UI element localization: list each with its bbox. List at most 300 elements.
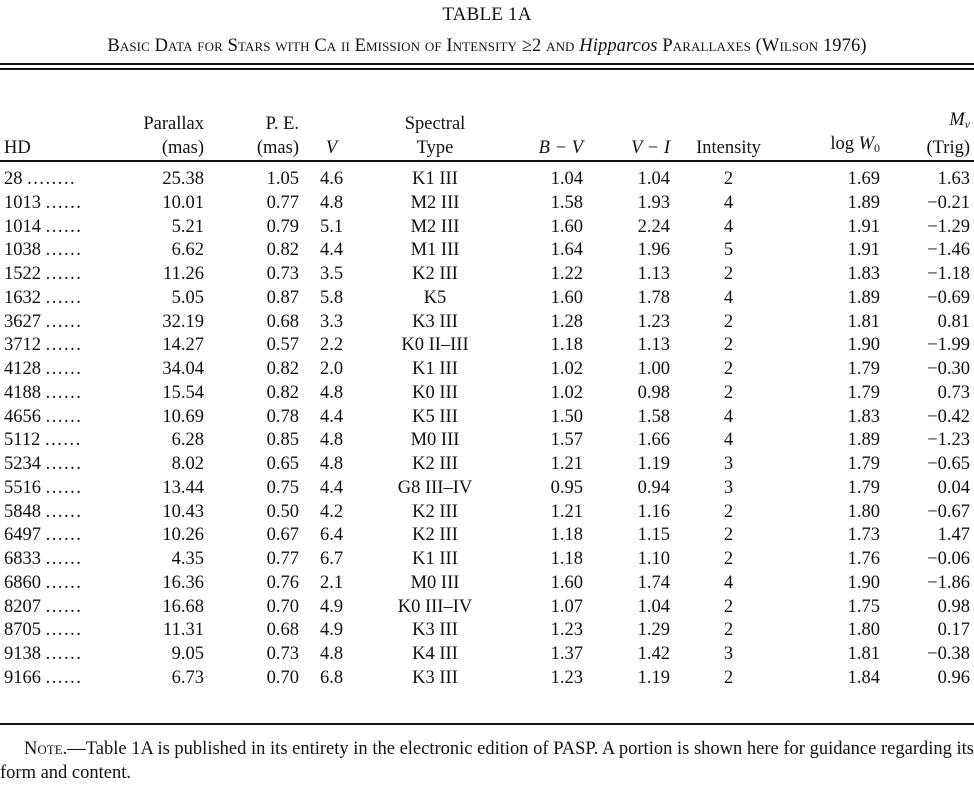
cell-b-minus-v: 1.58 [550,192,583,213]
leader-dots: ...... [45,406,83,427]
cell-v-minus-i: 1.96 [637,240,670,261]
cell-v-minus-i: 1.42 [637,644,670,664]
col-header-spectral-type [364,98,506,160]
cell-v-minus-i: 1.13 [637,264,670,284]
cell-hd [0,596,104,620]
cell-pe: 1.05 [266,169,299,189]
cell-mv: −0.21 [927,192,970,213]
cell-parallax: 10.69 [162,406,204,427]
cell-b-minus-v: 1.18 [550,525,583,546]
cell-parallax: 16.36 [162,572,204,593]
cell-pe: 0.85 [266,430,299,451]
cell-mv: 0.96 [937,667,970,688]
cell-b-minus-v: 0.95 [550,477,583,498]
cell-b-minus-v: 1.60 [550,216,583,237]
cell-v-minus-i: 1.19 [637,454,670,474]
cell-v: 2.1 [319,572,344,593]
leader-dots: ...... [45,335,83,356]
leader-dots: ...... [45,549,83,569]
table-row [0,643,974,667]
leader-dots: ...... [45,192,83,213]
cell-spectral-type: K3 III [412,620,458,641]
cell-v-minus-i: 1.15 [637,525,670,546]
table-row [0,160,974,192]
cell-v-minus-i: 1.10 [637,549,670,569]
cell-v-minus-i: 1.23 [637,311,670,332]
cell-v: 5.1 [319,216,344,237]
leader-dots: ...... [45,240,83,261]
cell-intensity: 2 [723,596,734,617]
leader-dots: ...... [44,430,82,451]
hd-number: 1038 [4,240,41,261]
cell-spectral-type: M0 III [410,430,460,451]
cell-mv: 0.98 [937,596,970,617]
cell-parallax: 32.19 [162,311,204,332]
hd-number: 6497 [4,525,41,546]
cell-log-w0: 1.76 [847,549,880,569]
cell-parallax: 10.26 [162,525,204,546]
cell-log-w0: 1.79 [847,359,880,379]
cell-log-w0: 1.89 [847,287,880,308]
col-header-mv-trig: (Trig) [926,138,970,158]
cell-spectral-type: K2 III [412,454,458,474]
cell-v: 4.4 [319,406,344,427]
cell-hd [0,548,104,572]
cell-mv: −1.86 [927,572,970,593]
cell-log-w0: 1.79 [847,477,880,498]
cell-v: 3.5 [319,264,344,284]
cell-hd [0,406,104,430]
cell-v: 4.8 [319,192,344,213]
cell-intensity: 4 [723,406,734,427]
cell-pe: 0.75 [266,477,299,498]
cell-log-w0: 1.83 [847,406,880,427]
cell-parallax: 6.73 [171,667,204,688]
cell-intensity: 4 [723,216,734,237]
table-note [0,737,974,785]
cell-v: 6.7 [319,549,344,569]
cell-pe: 0.68 [266,620,299,641]
col-header-v: V [325,138,338,158]
leader-dots: ........ [27,169,77,189]
hd-number: 8705 [4,620,41,641]
cell-b-minus-v: 1.04 [550,169,583,189]
table-row [0,524,974,548]
col-header-parallax-line2: (mas) [161,138,204,158]
cell-intensity: 2 [723,501,734,522]
cell-b-minus-v: 1.60 [550,287,583,308]
cell-parallax: 25.38 [162,169,204,189]
cell-v: 4.9 [319,620,344,641]
cell-intensity: 3 [723,454,734,474]
cell-v-minus-i: 1.93 [637,192,670,213]
cell-v-minus-i: 1.04 [637,169,670,189]
cell-spectral-type: M2 III [410,216,460,237]
cell-parallax: 16.68 [162,596,204,617]
cell-mv: −0.38 [927,644,970,664]
cell-hd [0,453,104,477]
cell-hd [0,334,104,358]
table-row [0,216,974,240]
cell-hd [0,287,104,311]
cell-v-minus-i: 2.24 [637,216,670,237]
cell-pe: 0.73 [266,264,299,284]
hd-number: 6860 [4,572,41,593]
cell-b-minus-v: 1.18 [550,549,583,569]
cell-pe: 0.78 [266,406,299,427]
cell-parallax: 10.01 [162,192,204,213]
cell-spectral-type: K0 III–IV [397,596,473,617]
hd-number: 1014 [4,216,41,237]
table-row [0,382,974,406]
cell-log-w0: 1.81 [847,311,880,332]
cell-v: 4.6 [319,169,344,189]
cell-pe: 0.77 [266,192,299,213]
leader-dots: ...... [45,264,83,284]
hd-number: 5112 [4,430,41,451]
cell-spectral-type: K1 III [412,359,458,379]
leader-dots: ...... [45,477,83,498]
hd-number: 1522 [4,264,41,284]
hd-number: 9138 [4,644,41,664]
cell-parallax: 13.44 [162,477,204,498]
table-row [0,192,974,216]
cell-log-w0: 1.79 [847,382,880,403]
cell-pe: 0.50 [266,501,299,522]
cell-hd [0,619,104,643]
cell-pe: 0.79 [266,216,299,237]
cell-v: 6.8 [319,667,344,688]
cell-log-w0: 1.91 [847,216,880,237]
cell-intensity: 2 [723,264,734,284]
hd-number: 5516 [4,477,41,498]
cell-b-minus-v: 1.60 [550,572,583,593]
table-row [0,429,974,453]
cell-spectral-type: G8 III–IV [397,477,473,498]
cell-parallax: 11.31 [163,620,204,641]
cell-intensity: 3 [723,477,734,498]
caption-part2: Parallaxes (Wilson 1976) [657,36,867,56]
cell-hd [0,192,104,216]
cell-mv: −1.46 [927,240,970,261]
cell-mv: −0.69 [927,287,970,308]
leader-dots: ...... [45,596,83,617]
table-row [0,453,974,477]
cell-spectral-type: K3 III [412,311,458,332]
cell-hd [0,311,104,335]
note-label: Note [24,739,63,759]
cell-v-minus-i: 1.04 [637,596,670,617]
leader-dots: ...... [45,644,83,664]
cell-log-w0: 1.79 [847,454,880,474]
cell-v: 2.2 [319,335,344,356]
table-row [0,406,974,430]
cell-spectral-type: K2 III [412,264,458,284]
table-row [0,358,974,382]
table-body [0,160,974,691]
cell-mv: −0.42 [927,406,970,427]
cell-parallax: 9.05 [171,644,204,664]
table-row [0,572,974,596]
hd-number: 8207 [4,596,41,617]
table-row [0,548,974,572]
cell-intensity: 2 [723,169,734,189]
col-header-log-w0 [787,98,880,160]
col-header-mv-sub: v [964,117,970,131]
cell-intensity: 2 [723,620,734,641]
hd-number: 28 [4,169,23,189]
hd-number: 4188 [4,382,41,403]
cell-log-w0: 1.91 [847,240,880,261]
cell-pe: 0.82 [266,382,299,403]
hd-number: 1013 [4,192,41,213]
hd-number: 5848 [4,501,41,522]
hd-number: 9166 [4,667,41,688]
cell-mv: −1.29 [927,216,970,237]
cell-spectral-type: K2 III [412,501,458,522]
cell-pe: 0.70 [266,667,299,688]
cell-log-w0: 1.80 [847,620,880,641]
cell-log-w0: 1.84 [847,667,880,688]
cell-spectral-type: K2 III [412,525,458,546]
cell-log-w0: 1.69 [847,169,880,189]
leader-dots: ...... [45,359,83,379]
cell-v-minus-i: 1.66 [637,430,670,451]
hd-number: 4128 [4,359,41,379]
cell-b-minus-v: 1.02 [550,382,583,403]
cell-parallax: 14.27 [162,335,204,356]
cell-hd [0,216,104,240]
cell-b-minus-v: 1.57 [550,430,583,451]
cell-b-minus-v: 1.23 [550,667,583,688]
cell-hd [0,263,104,287]
cell-hd [0,667,104,691]
cell-v-minus-i: 0.94 [637,477,670,498]
cell-b-minus-v: 1.64 [550,240,583,261]
col-header-hd: HD [4,138,31,158]
bottom-rule [0,723,974,725]
cell-intensity: 2 [723,382,734,403]
leader-dots: ...... [45,454,83,474]
note-text: .—Table 1A is published in its entirety in the electronic edition of PASP. A portion is shown here for guidance regarding its form and content. [0,739,974,783]
hd-number: 3712 [4,335,41,356]
cell-pe: 0.65 [266,454,299,474]
table-row [0,311,974,335]
cell-pe: 0.77 [266,549,299,569]
cell-spectral-type: K5 III [412,406,458,427]
cell-log-w0: 1.89 [847,192,880,213]
leader-dots: ...... [45,620,83,641]
cell-b-minus-v: 1.22 [550,264,583,284]
col-header-log-w-sub: 0 [874,141,880,155]
cell-b-minus-v: 1.50 [550,406,583,427]
leader-dots: ...... [45,311,83,332]
cell-hd [0,382,104,406]
leader-dots: ...... [45,525,83,546]
cell-v-minus-i: 0.98 [637,382,670,403]
top-rule-2 [0,68,974,70]
hd-number: 5234 [4,454,41,474]
cell-v: 4.9 [319,596,344,617]
cell-v: 3.3 [319,311,344,332]
table-row [0,667,974,691]
cell-intensity: 3 [723,644,734,664]
cell-parallax: 6.62 [171,240,204,261]
cell-log-w0: 1.89 [847,430,880,451]
cell-b-minus-v: 1.23 [550,620,583,641]
cell-v: 4.8 [319,454,344,474]
cell-intensity: 2 [723,359,734,379]
table-header [0,98,974,160]
cell-b-minus-v: 1.07 [550,596,583,617]
cell-intensity: 4 [723,192,734,213]
top-rule-1 [0,63,974,65]
cell-pe: 0.87 [266,287,299,308]
cell-mv: −1.23 [927,430,970,451]
table-row [0,263,974,287]
cell-b-minus-v: 1.18 [550,335,583,356]
hd-number: 4656 [4,406,41,427]
col-header-pe-line1: P. E. [265,114,299,134]
cell-parallax: 15.54 [162,382,204,403]
col-header-mv-symbol: M [949,110,965,130]
table-row [0,501,974,525]
cell-parallax: 6.28 [171,430,204,451]
cell-spectral-type: K3 III [412,667,458,688]
cell-v-minus-i: 1.16 [637,501,670,522]
cell-v-minus-i: 1.19 [637,667,670,688]
col-header-spectral-line1: Spectral [404,114,466,134]
hd-number: 6833 [4,549,41,569]
cell-log-w0: 1.81 [847,644,880,664]
table-row [0,287,974,311]
cell-log-w0: 1.80 [847,501,880,522]
leader-dots: ...... [45,667,83,688]
cell-spectral-type: K1 III [412,549,458,569]
cell-intensity: 2 [723,549,734,569]
leader-dots: ...... [45,216,83,237]
cell-v: 6.4 [319,525,344,546]
cell-spectral-type: K1 III [412,169,458,189]
cell-v-minus-i: 1.74 [637,572,670,593]
col-header-pe [204,98,299,160]
cell-mv: 1.63 [937,169,970,189]
cell-hd [0,477,104,501]
table-row [0,239,974,263]
cell-parallax: 11.26 [163,264,204,284]
cell-mv: −0.65 [927,454,970,474]
cell-parallax: 8.02 [171,454,204,474]
cell-intensity: 2 [723,311,734,332]
cell-parallax: 5.21 [171,216,204,237]
cell-spectral-type: M0 III [410,572,460,593]
cell-spectral-type: M2 III [410,192,460,213]
table-row [0,477,974,501]
cell-b-minus-v: 1.21 [550,454,583,474]
col-header-parallax-line1: Parallax [143,114,204,134]
cell-hd [0,239,104,263]
col-header-intensity: Intensity [696,138,761,158]
cell-intensity: 2 [723,667,734,688]
cell-spectral-type: K5 [423,287,447,308]
hd-number: 3627 [4,311,41,332]
cell-spectral-type: K4 III [412,644,458,664]
table-title: TABLE 1A [442,4,532,25]
table-row [0,619,974,643]
cell-mv: 1.47 [937,525,970,546]
cell-hd [0,429,104,453]
caption-part1: Basic Data for Stars with Ca ii Emission of Intensity ≥2 and [107,36,580,56]
cell-pe: 0.73 [266,644,299,664]
hd-number: 1632 [4,287,41,308]
cell-intensity: 2 [723,525,734,546]
col-header-spectral-line2: Type [416,138,454,158]
cell-b-minus-v: 1.28 [550,311,583,332]
cell-hd [0,643,104,667]
cell-v: 4.8 [319,644,344,664]
cell-b-minus-v: 1.37 [550,644,583,664]
table-row [0,596,974,620]
cell-hd [0,358,104,382]
cell-v: 2.0 [319,359,344,379]
cell-mv: −0.67 [927,501,970,522]
cell-spectral-type: K0 II–III [401,335,469,356]
leader-dots: ...... [45,501,83,522]
cell-log-w0: 1.90 [847,572,880,593]
cell-log-w0: 1.73 [847,525,880,546]
leader-dots: ...... [45,572,83,593]
col-header-v-minus-i: V − I [631,138,670,158]
col-header-log-w-text: log W [830,134,874,154]
data-table [0,98,974,691]
caption-italic: Hipparcos [579,36,658,56]
cell-parallax: 34.04 [162,359,204,379]
cell-intensity: 4 [723,430,734,451]
cell-v-minus-i: 1.78 [637,287,670,308]
col-header-b-minus-v: B − V [538,138,583,158]
cell-intensity: 5 [723,240,734,261]
col-header-mv [880,98,974,160]
cell-parallax: 5.05 [171,287,204,308]
cell-b-minus-v: 1.21 [550,501,583,522]
cell-log-w0: 1.75 [847,596,880,617]
cell-parallax: 4.35 [171,549,204,569]
cell-v-minus-i: 1.13 [637,335,670,356]
cell-pe: 0.57 [266,335,299,356]
cell-mv: 0.04 [937,477,970,498]
cell-pe: 0.76 [266,572,299,593]
cell-hd [0,501,104,525]
cell-pe: 0.68 [266,311,299,332]
cell-mv: −0.06 [927,549,970,569]
cell-mv: −0.30 [927,359,970,379]
cell-v-minus-i: 1.29 [637,620,670,641]
cell-v: 4.2 [319,501,344,522]
cell-v: 4.4 [319,477,344,498]
cell-hd [0,524,104,548]
cell-intensity: 2 [723,335,734,356]
cell-intensity: 4 [723,287,734,308]
cell-hd [0,160,104,192]
leader-dots: ...... [45,382,83,403]
cell-mv: −1.99 [927,335,970,356]
table-caption [0,36,974,57]
cell-log-w0: 1.90 [847,335,880,356]
cell-parallax: 10.43 [162,501,204,522]
col-header-parallax [104,98,204,160]
cell-v-minus-i: 1.58 [637,406,670,427]
cell-v: 4.8 [319,430,344,451]
